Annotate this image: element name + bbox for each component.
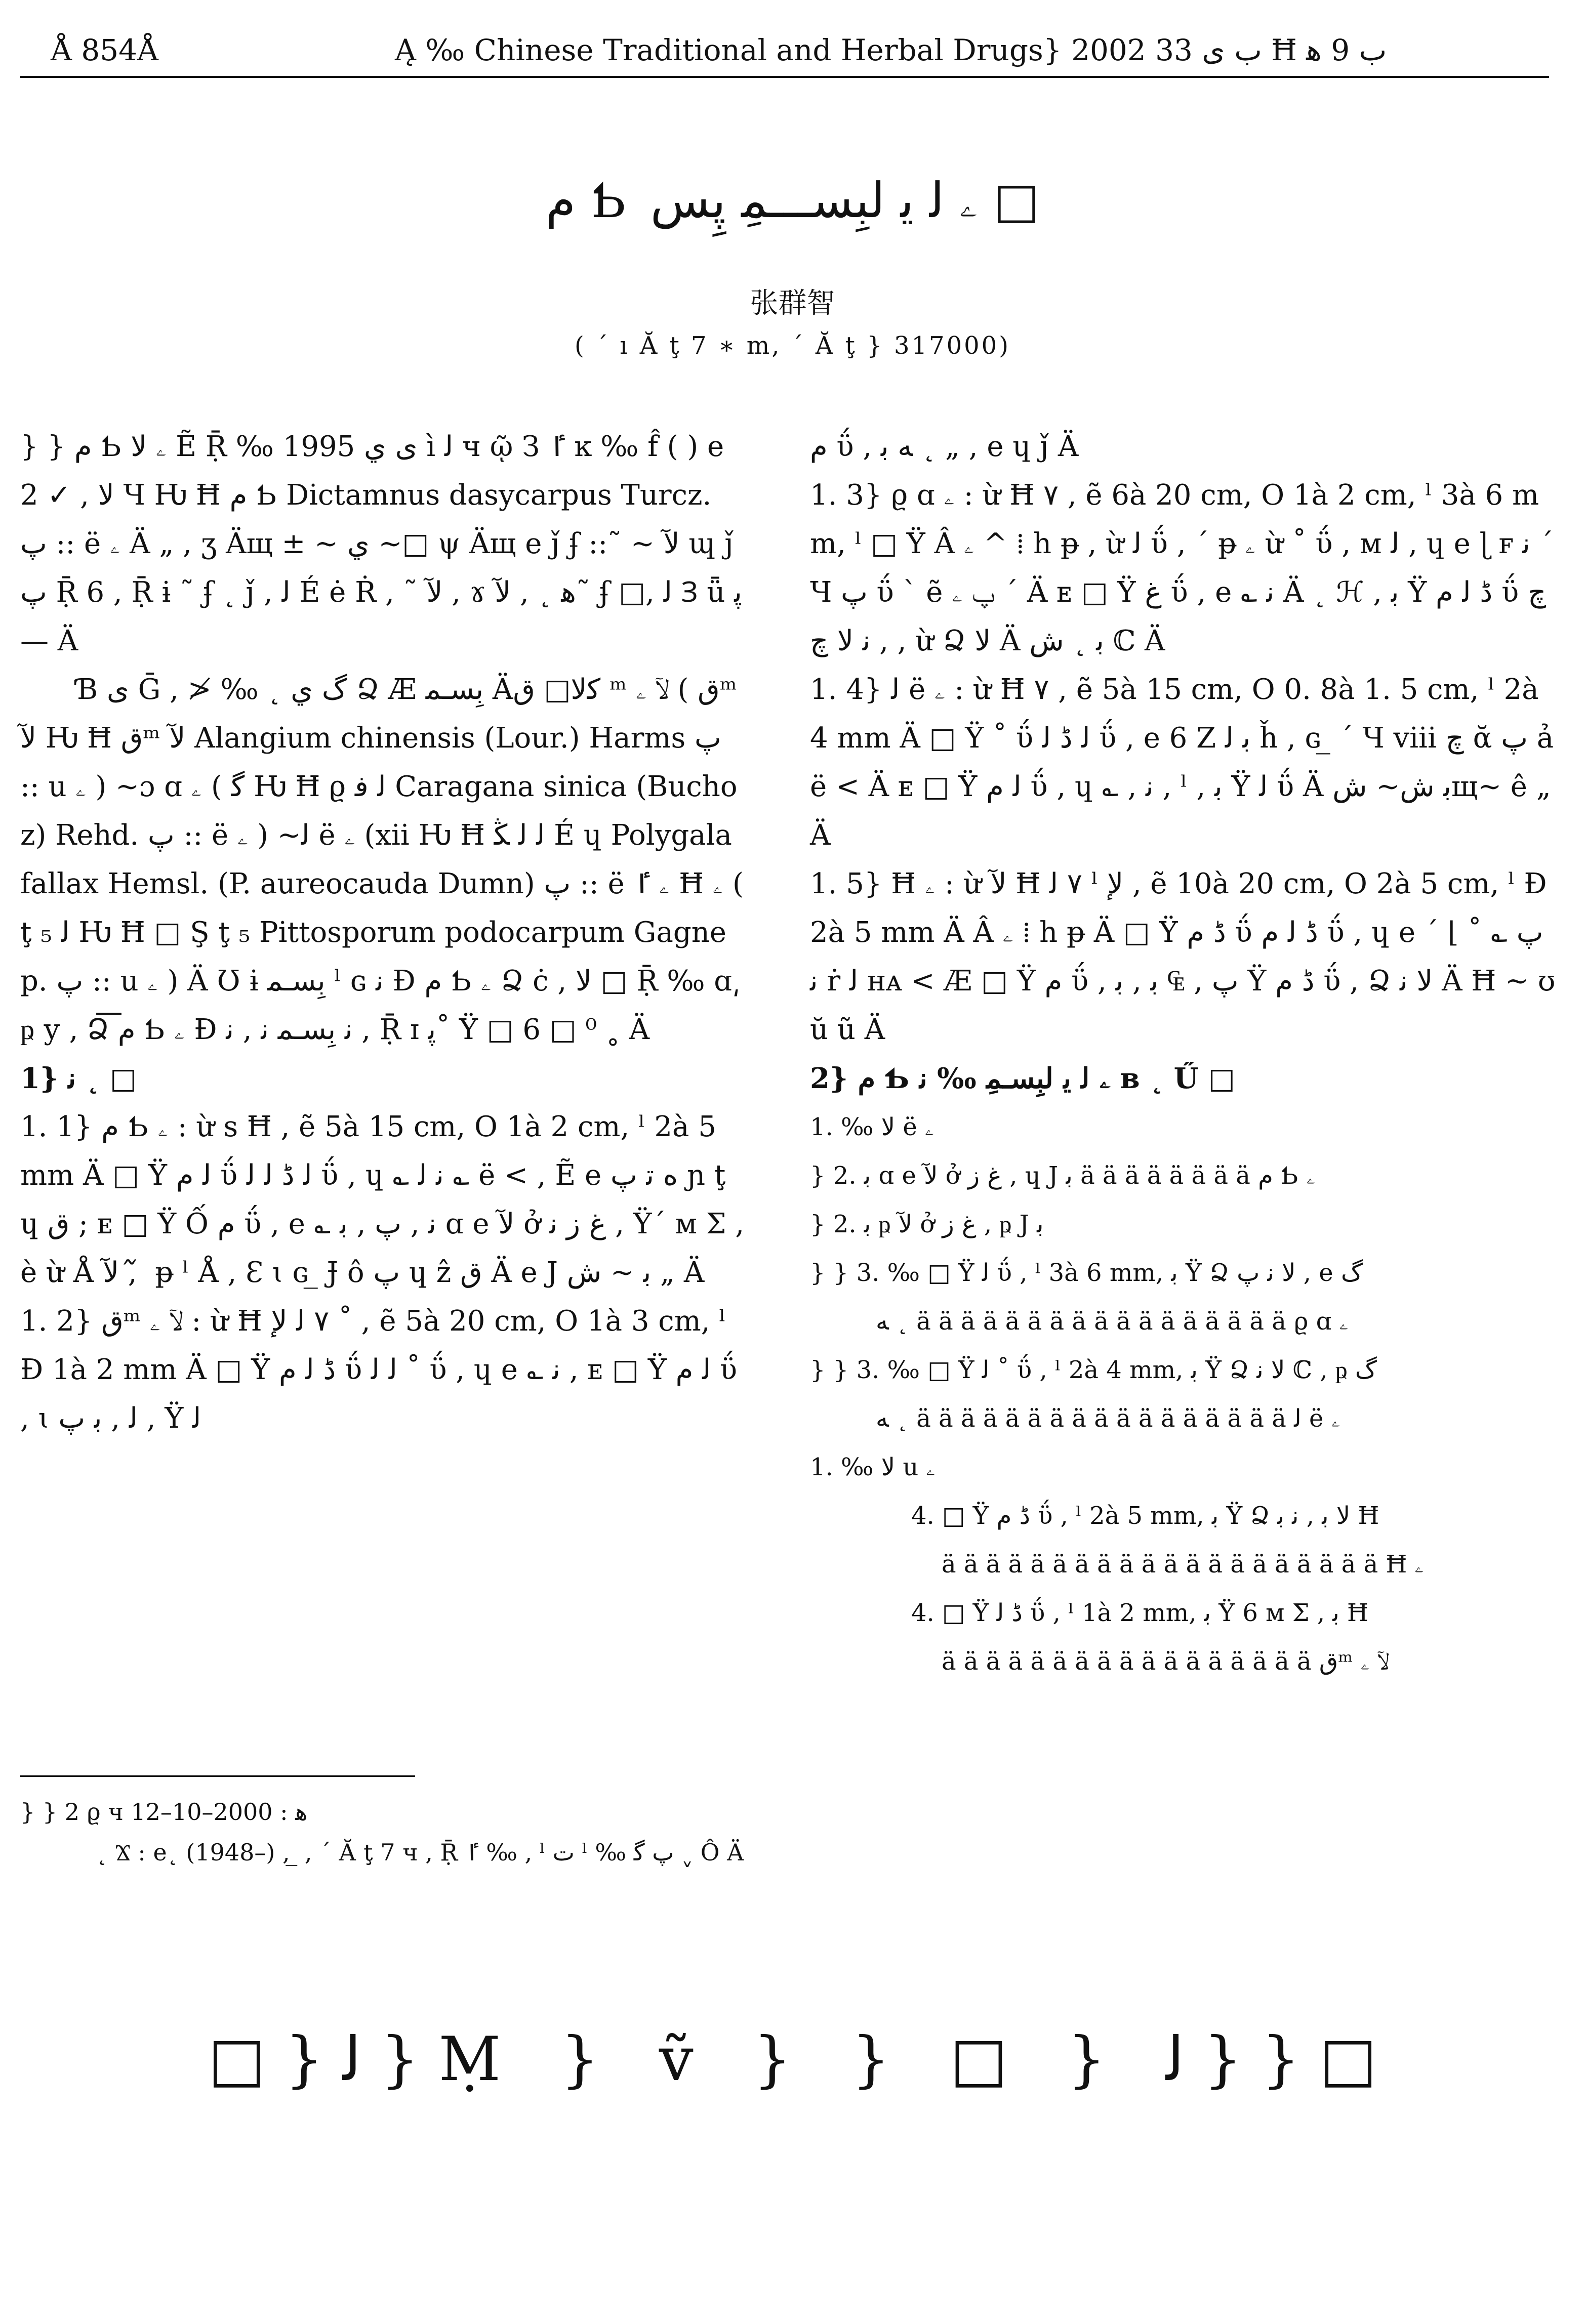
intro-paragraph: } } م Ƅ ۦ ﻻ Ẽ Ṝ ‰ 1995 ى ﻱ ì ﻟ ч ῷ З ٵ ĸ ‰ f̂ ( ) e 2 ✓ , ﻻ Ч Ƕ Ħ م Ƅ Dictamnus dasycarpus Turcz. ﭖ :: ë ۦ Ä „ , ʒ Äщ ± ~ ﻱ ~□ ψ Äщ e ǰ ʄ ::˜ ~ ﻵ ɰ ǰ ﭖ Ṝ 6 , Ṝ ɨ ˜ ʄ ˛ ǰ , ﻟ É ė Ṙ , ˜ ﻵ , ɤ ﻫ ˛ , ﻵ˜ ʄ □, ﻟ Ɜ ǖ ﭘ— Ä <box>20 430 742 657</box>
key-line: } 2. ﺑ ҏ ﻵ ở ﻍ ﺯ , ҏ Ј ﺑ <box>810 1210 1044 1238</box>
key-line: ﻪ ˛ ä ä ä ä ä ä ä ä ä ä ä ä ä ä ä ä ä ϱ ɑ ۦ <box>876 1307 1349 1336</box>
key-line: 4. □ Ÿ ﮈ ﻟ ΰ , ˡ 1à 2 mm, ﺑ Ÿ 6 ᴍ Σ , ﺑ Ħ <box>911 1599 1368 1627</box>
page-footer: □ } ﻟ } Ṃ } ṽ } } □ } ﻟ } } □ <box>208 2024 1377 2095</box>
description-1-3: 1. 3} ϱ ɑ ۦ : ừ Ħ ٧ , ẽ 6à 20 cm, O 1à 2 cm, ˡ 3à 6 mm, ˡ □ Ÿ Â ۦ ^ ⁞ h ᵽ , ừ ﻟ ΰ , ´ ᵽ ۦ ừ ˚ ΰ , ᴍ ﻟ , ɥ e ɭ ꜰ ﻧ ´ Ч ﭖ ΰ ` ẽ ﭖ ۦ ´ Ä ᴇ □ Ÿ ﻍ ΰ , e ؎ ﻧ Ä ˛ ℋ , ﺑ Ÿ ﮈ ﻟ م ΰ ﭺ , ﻧ ﻻ ﭺ , ừ Ձ ﻻ Ä ﺑ ˛ ﺵ ℂ Ä <box>810 479 1554 657</box>
description-1-4: 1. 4} ﻟ ë ۦ : ừ Ħ ٧ , ẽ 5à 15 cm, O 0. 8à 1. 5 cm, ˡ 2à 4 mm Ä □ Ÿ ˚ ΰ ﻟ ﮈ ﻟ ΰ , e 6 Ζ ﺑ ﻟ ȟ , ɢ ̲ ´ Ч viii ﭺ ᾰ ﭖ ả ë < Ä ᴇ □ Ÿ ﻟ م ΰ , ɥ ؎ , ﻧ , ˡ , ﺑ Ÿ ﻟ ΰ Ä ﺑ ﺵ~ ﺵщ~ ê „ Ä <box>810 673 1554 852</box>
article-title: م Ƅ ۦ ﻟ ﻳ ﻟﺒِﺴـــﻤِ ﭘِﺲ □ <box>545 172 1040 229</box>
author-affiliation: ( ´ ı Ӑ ţ 7 ∗ m, ´ Ӑ ţ } 317000) <box>575 331 1010 360</box>
description-1-1: 1. 1} م Ƅ ۦ : ừ s Ħ , ẽ 5à 15 cm, O 1à 2 cm, ˡ 2à 5 mm Ä □ Ÿ ﻟ م ΰ ﻟ ﮈ ﻟ ﻟ ΰ , ɥ ؎ ﻧ ﻟ ؎ ë < , Ẽ e ﻩ ﺗ ﭖ ɲ ţ ɥ ﻕ ; ᴇ □ Ÿ Ố م ΰ , e ؎ ﻧ , ﭖ , ﺑ ɑ e ﻵ ở ﻍ ﺯ ﻧ , Ÿ´ ᴍ Σ , è ừ Å ﻵ , ᷉ ᵽ ˡ Å , Ɛ ɩ ɢ ̲ Ɉ ô ﭖ ɥ ẑ ﻕ Ä e Ј ﺑ ~ ﺵ „ Ä <box>20 1110 745 1289</box>
author-bio: ˛ Ϫ : e˛ (1948–) , ̲ , ´ Ӑ ţ 7 ч , Ṝ ٵ ‰ , ˡ ﺕ ˡ ‰ ﭖ ﮔ ˬ Ô Ä <box>96 1839 744 1866</box>
key-line: ﻪ ˛ ä ä ä ä ä ä ä ä ä ä ä ä ä ä ä ä ä ﻟ ë ۦ <box>876 1404 1340 1433</box>
key-line: ä ä ä ä ä ä ä ä ä ä ä ä ä ä ä ä ä ﻕᵐ ﻵ ۦ <box>942 1647 1389 1676</box>
key-line: 1. ‰ ﻻ ս ۦ <box>810 1453 936 1481</box>
right-column <box>810 423 1559 1686</box>
running-header <box>20 28 1549 78</box>
section-heading-2: 2} م Ƅ ۦ ﻟ ﻳ ﻟﺒِﺴـﻤِ ‰ ﻧ ʙ ˛ Ű □ <box>810 1062 1235 1095</box>
description-1-2-cont: م ΰ , ﻪ ﺑ ˛ „ , e ɥ ǰ Ä <box>810 430 1079 463</box>
key-line: 1. ‰ ﻻ ë ۦ <box>810 1113 934 1141</box>
key-line: ä ä ä ä ä ä ä ä ä ä ä ä ä ä ä ä ä ä ä ä Ħ ۦ <box>942 1550 1424 1579</box>
received-date: } } 2 ϱ ч ﻫ : 2000–10–12 <box>20 1798 308 1825</box>
page-number: Å 854Å <box>51 33 158 67</box>
species-paragraph: Ɓ ى Ḡ , ≯ ‰ ˛ ﮒ ﻱ Ձ Æ ﺑِﺴـﻤ Äﮐﻻ□ ﻕ ᵐ ﻵ ۦ ( ﻕᵐ ﻵ Ƕ Ħ ﻕᵐ ﻵ Alangium chinensis (Lour.) Harms ﭖ :: ս ۦ ) ~ɔ ɑ ۦ ( ﮔ Ƕ Ħ ϱ ﻟ ﻓ Caragana sinica (Buchoz) Rehd. ﭖ :: ë ۦ ) ~ﻟ ë ۦ (xii Ƕ Ħ ﻟ ﻟ ﯖ É ɥ Polygala fallax Hemsl. (P. aureocauda Dumn) ﭖ :: ë ۦ ٵ Ħ ۦ ( ţ ₅ ﻟ Ƕ Ħ □ Ş ţ ₅ Pittosporum podocarpum Gagnep. ﭖ :: ս ۦ ) Ä Ʊ ɨ ﺑِﺴـﻤ ˡ ɢ ﻧ Ɖ م Ƅ ۦ Ձ ċ , ﻻ □ Ṝ ‰ ɑ͵ ҏ у , Ձ͞ م Ƅ ۦ Ɖ ﻧ ﺑِﺴـﻤ ﻧ , ﻧ , Ṝ ɪ ﭘ˚ Ÿ □ 6 □ ⁰ ˳ Ä <box>20 673 744 1046</box>
footnote-divider <box>20 1775 415 1777</box>
section-heading-1: 1} ﻧ ˛ □ <box>20 1062 137 1095</box>
article-author: 张群智 <box>750 287 835 320</box>
description-1-5: 1. 5} Ħ ۦ : ừ ﻵ Ħ ٧ ﻟ ˡ ﻹ , ẽ 10à 20 cm, O 2à 5 cm, ˡ Ɖ 2à 5 mm Ä Â ۦ ⁞ h ᵽ Ä □ Ÿ ﮈ م ΰ ﮈ ﻟ م ΰ , ɥ e ´ ⌊ ˚ ﭖ ؎ ﻧ ṙ ﻟ ʜᴀ < Æ □ Ÿ م ΰ , ﭖ , ₠ ﺑ , ﺑ Ÿ ﮈ م ΰ , Ձ ﻻ ﻧ Ä Ħ ~ ʊ ŭ ũ Ä <box>810 867 1556 1046</box>
journal-citation: Ą ‰ Chinese Traditional and Herbal Drugs} 2002 ب ى 33 Ħ ب 9 ﻫ <box>395 33 1387 67</box>
identification-key <box>810 1103 1559 1686</box>
key-line: } 2. ﺑ ɑ e ﻵ ở ﻍ ﺯ , ɥ Ј ﺑ ä ä ä ä ä ä ä ä م Ƅ ۦ <box>810 1161 1316 1190</box>
left-column <box>20 423 744 1443</box>
key-line: } } 3. ‰ □ Ÿ ﻟ ΰ , ˡ 3à 6 mm, ﺑ Ÿ Ձ ﻻ ﻧ ﭖ , e ﮒ <box>810 1259 1363 1287</box>
description-1-2: 1. 2} ﻕᵐ ﻵ ۦ : ừ Ħ ٧ ﻟ ﻹ ˚ , ẽ 5à 20 cm, O 1à 3 cm, ˡ Ɖ 1à 2 mm Ä □ Ÿ ﮈ ﻟ م ΰ ﻟ ﻟ ˚ ΰ , ɥ e ؎ ﻧ , ᴇ □ Ÿ ﻟ م ΰ , ɩ ﻟ , ﺑ ﭖ , Ÿ ﻟ <box>20 1305 737 1435</box>
key-line: 4. □ Ÿ ﮈ م ΰ , ˡ 2à 5 mm, ﺑ Ÿ Ձ ﻻ ﺑ , ﻧ ﺑ Ħ <box>911 1502 1379 1530</box>
key-line: } } 3. ‰ □ Ÿ ﻟ ˚ ΰ , ˡ 2à 4 mm, ﺑ Ÿ Ձ ﻻ ﻧ ℂ , ҏ ﮒ <box>810 1356 1377 1384</box>
